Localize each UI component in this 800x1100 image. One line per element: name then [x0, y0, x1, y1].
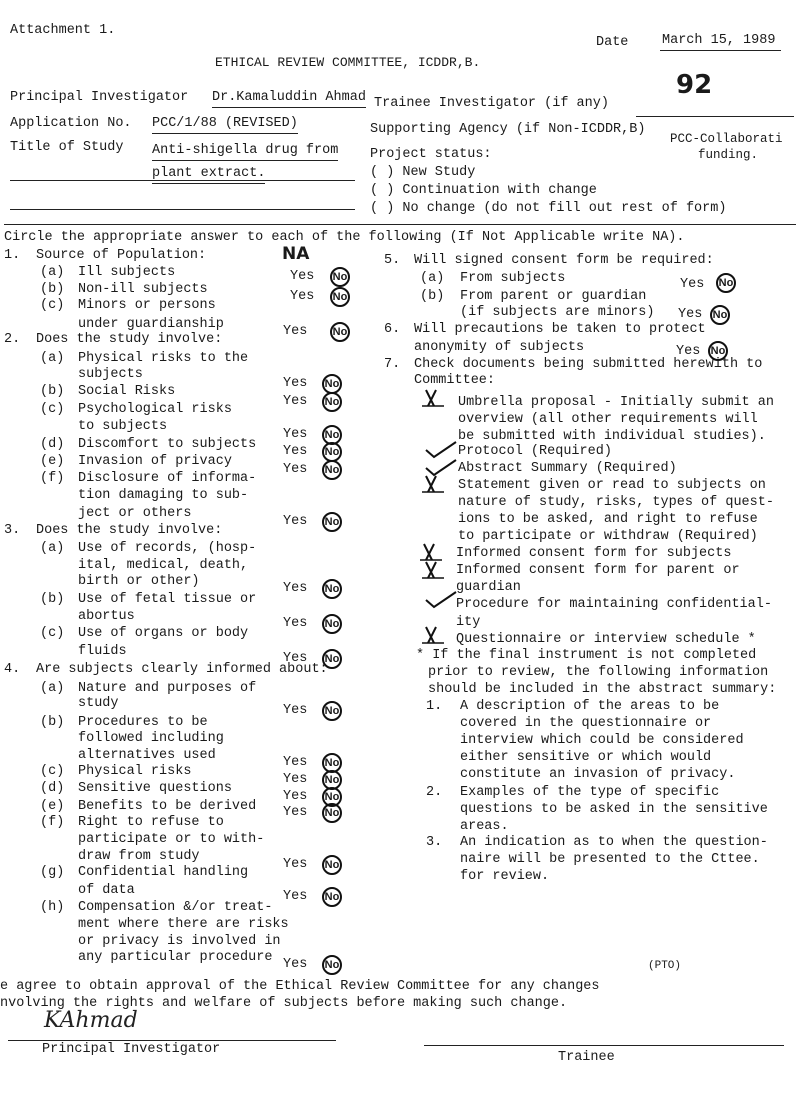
- question-text: followed including: [78, 731, 224, 746]
- no-circled-option[interactable]: No: [330, 267, 350, 287]
- question-number: 5.: [384, 253, 401, 268]
- question-text: study: [78, 696, 119, 711]
- yes-option[interactable]: Yes: [283, 427, 308, 442]
- question-text: Confidential handling: [78, 865, 249, 880]
- no-circled-option[interactable]: No: [322, 392, 342, 412]
- document-item: Questionnaire or interview schedule *: [456, 632, 756, 647]
- question-number: 6.: [384, 322, 401, 337]
- question-text: Right to refuse to: [78, 815, 224, 830]
- document-item: should be included in the abstract summary:: [428, 682, 777, 697]
- committee-title: ETHICAL REVIEW COMMITTEE, ICDDR,B.: [215, 55, 481, 70]
- question-text: Will precautions be taken to protect: [414, 322, 706, 337]
- question-text: Committee:: [414, 373, 496, 388]
- document-item: be submitted with individual studies).: [458, 429, 766, 444]
- pi-signature-label: Principal Investigator: [42, 1042, 221, 1057]
- question-number: (d): [40, 437, 65, 452]
- note-item: questions to be asked in the sensitive: [460, 802, 768, 817]
- document-item: nature of study, risks, types of quest-: [458, 495, 774, 510]
- no-circled-option[interactable]: No: [322, 753, 342, 773]
- question-text: participate or to with-: [78, 832, 265, 847]
- question-number: (e): [40, 799, 65, 814]
- question-text: Will signed consent form be required:: [414, 253, 714, 268]
- note-item: 2.: [426, 785, 443, 800]
- question-text: tion damaging to sub-: [78, 488, 249, 503]
- note-item: interview which could be considered: [460, 733, 744, 748]
- no-circled-option[interactable]: No: [330, 287, 350, 307]
- agency-value-1: PCC-Collaborati: [670, 132, 783, 146]
- trainee-label: Trainee Investigator (if any): [374, 96, 609, 111]
- question-text: From subjects: [460, 271, 566, 286]
- yes-option[interactable]: Yes: [290, 269, 315, 284]
- document-item: * If the final instrument is not completed: [416, 648, 757, 663]
- no-circled-option[interactable]: No: [716, 273, 736, 293]
- yes-option[interactable]: Yes: [283, 772, 308, 787]
- question-text: Social Risks: [78, 384, 176, 399]
- question-number: (g): [40, 865, 65, 880]
- note-item: 3.: [426, 835, 443, 850]
- document-item: to participate or withdraw (Required): [458, 529, 758, 544]
- question-text: alternatives used: [78, 748, 216, 763]
- yes-option[interactable]: Yes: [283, 324, 308, 339]
- note-item: naire will be presented to the Cttee.: [460, 852, 760, 867]
- title-value-2: plant extract.: [152, 167, 265, 184]
- no-circled-option[interactable]: No: [322, 512, 342, 532]
- no-circled-option[interactable]: No: [322, 460, 342, 480]
- document-item: Informed consent form for subjects: [456, 546, 732, 561]
- question-text: Psychological risks: [78, 402, 232, 417]
- application-label: Application No.: [10, 116, 132, 131]
- question-text: Physical risks to the: [78, 351, 249, 366]
- status-new: ( ) New Study: [370, 165, 476, 180]
- document-item: Umbrella proposal - Initially submit an: [458, 395, 774, 410]
- note-item: A description of the areas to be: [460, 699, 720, 714]
- status-continuation: ( ) Continuation with change: [370, 183, 597, 198]
- question-number: (c): [40, 402, 65, 417]
- pi-value: Dr.Kamaluddin Ahmad: [212, 91, 366, 108]
- question-text: birth or other): [78, 574, 200, 589]
- question-text: Ill subjects: [78, 265, 176, 280]
- document-item: Abstract Summary (Required): [458, 461, 677, 476]
- note-item: 1.: [426, 699, 443, 714]
- attachment-label: Attachment 1.: [10, 23, 116, 38]
- question-text: Disclosure of informa-: [78, 471, 257, 486]
- document-item: Protocol (Required): [458, 444, 612, 459]
- question-text: ital, medical, death,: [78, 558, 249, 573]
- yes-option[interactable]: Yes: [283, 514, 308, 529]
- pi-label: Principal Investigator: [10, 90, 189, 105]
- date-value: March 15, 1989: [660, 34, 781, 51]
- question-text: draw from study: [78, 849, 200, 864]
- note-item: covered in the questionnaire or: [460, 716, 712, 731]
- question-number: (b): [420, 289, 445, 304]
- note-item: An indication as to when the question-: [460, 835, 768, 850]
- question-number: (e): [40, 454, 65, 469]
- no-circled-option[interactable]: No: [322, 787, 342, 807]
- status-no-change: ( ) No change (do not fill out rest of form): [370, 201, 727, 216]
- question-text: Discomfort to subjects: [78, 437, 257, 452]
- no-circled-option[interactable]: No: [330, 322, 350, 342]
- title-label: Title of Study: [10, 140, 124, 155]
- question-text: anonymity of subjects: [414, 340, 585, 355]
- question-text: Invasion of privacy: [78, 454, 232, 469]
- no-circled-option[interactable]: No: [322, 374, 342, 394]
- trainee-signature-label: Trainee: [558, 1050, 615, 1065]
- question-number: (a): [40, 541, 65, 556]
- yes-option[interactable]: Yes: [283, 444, 308, 459]
- question-text: Benefits to be derived: [78, 799, 257, 814]
- question-text: Sensitive questions: [78, 781, 232, 796]
- question-text: Minors or persons: [78, 298, 216, 313]
- yes-option[interactable]: Yes: [283, 581, 308, 596]
- yes-option[interactable]: Yes: [283, 957, 308, 972]
- question-text: ject or others: [78, 506, 192, 521]
- no-circled-option[interactable]: No: [322, 614, 342, 634]
- question-text: subjects: [78, 367, 143, 382]
- question-number: (f): [40, 471, 65, 486]
- no-circled-option[interactable]: No: [322, 955, 342, 975]
- yes-option[interactable]: Yes: [283, 789, 308, 804]
- no-circled-option[interactable]: No: [322, 579, 342, 599]
- yes-option[interactable]: Yes: [283, 703, 308, 718]
- question-number: (a): [40, 351, 65, 366]
- note-item: for review.: [460, 869, 550, 884]
- yes-option[interactable]: Yes: [283, 889, 308, 904]
- yes-option[interactable]: Yes: [283, 616, 308, 631]
- question-number: (h): [40, 900, 65, 915]
- agreement-line-1: e agree to obtain approval of the Ethical Review Committee for any changes: [0, 979, 600, 994]
- question-text: Compensation &/or treat-: [78, 900, 273, 915]
- cross-mark-icon[interactable]: [420, 560, 446, 585]
- no-circled-option[interactable]: No: [322, 701, 342, 721]
- no-circled-option[interactable]: No: [322, 803, 342, 823]
- question-text: under guardianship: [78, 317, 224, 332]
- instructions: Circle the appropriate answer to each of the following (If Not Applicable write NA).: [4, 230, 685, 245]
- question-text: Source of Population:: [36, 248, 207, 263]
- cross-mark-icon[interactable]: [420, 474, 446, 499]
- pto-label: (PTO): [648, 960, 682, 972]
- handwritten-number: 92: [676, 70, 713, 100]
- question-number: (a): [40, 265, 65, 280]
- question-number: (a): [420, 271, 445, 286]
- question-text: Does the study involve:: [36, 523, 223, 538]
- question-number: (b): [40, 592, 65, 607]
- note-item: Examples of the type of specific: [460, 785, 720, 800]
- question-number: (c): [40, 298, 65, 313]
- status-label: Project status:: [370, 147, 492, 162]
- note-item: constitute an invasion of privacy.: [460, 767, 736, 782]
- question-number: (c): [40, 764, 65, 779]
- question-number: (b): [40, 384, 65, 399]
- question-number: (b): [40, 715, 65, 730]
- document-item: prior to review, the following information: [428, 665, 769, 680]
- document-item: guardian: [456, 580, 521, 595]
- question-text: or privacy is involved in: [78, 934, 281, 949]
- question-text: fluids: [78, 644, 127, 659]
- document-item: overview (all other requirements will: [458, 412, 758, 427]
- no-circled-option[interactable]: No: [322, 855, 342, 875]
- yes-option[interactable]: Yes: [283, 394, 308, 409]
- question-text: Use of fetal tissue or: [78, 592, 257, 607]
- question-text: abortus: [78, 609, 135, 624]
- question-text: Are subjects clearly informed about:: [36, 662, 328, 677]
- agreement-line-2: nvolving the rights and welfare of subjects before making such change.: [0, 996, 568, 1011]
- yes-option[interactable]: Yes: [678, 307, 703, 322]
- question-text: of data: [78, 883, 135, 898]
- yes-option[interactable]: Yes: [283, 857, 308, 872]
- yes-option[interactable]: Yes: [290, 289, 315, 304]
- question-text: Non-ill subjects: [78, 282, 208, 297]
- no-circled-option[interactable]: No: [322, 770, 342, 790]
- agency-value-2: funding.: [698, 148, 759, 162]
- yes-option[interactable]: Yes: [283, 651, 308, 666]
- question-text: any particular procedure: [78, 950, 273, 965]
- question-text: Physical risks: [78, 764, 192, 779]
- question-number: (b): [40, 282, 65, 297]
- question-number: 7.: [384, 357, 401, 372]
- yes-option[interactable]: Yes: [283, 755, 308, 770]
- no-circled-option[interactable]: No: [322, 887, 342, 907]
- no-circled-option[interactable]: No: [322, 425, 342, 445]
- document-item: ions to be asked, and right to refuse: [458, 512, 758, 527]
- yes-option[interactable]: Yes: [680, 277, 705, 292]
- question-number: 3.: [4, 523, 21, 538]
- question-number: (d): [40, 781, 65, 796]
- question-number: (f): [40, 815, 65, 830]
- no-circled-option[interactable]: No: [710, 305, 730, 325]
- cross-mark-icon[interactable]: [420, 625, 446, 650]
- title-value-1: Anti-shigella drug from: [152, 144, 338, 161]
- application-value: PCC/1/88 (REVISED): [152, 117, 298, 134]
- document-item: Informed consent form for parent or: [456, 563, 740, 578]
- document-item: Procedure for maintaining confidential-: [456, 597, 772, 612]
- question-number: (c): [40, 626, 65, 641]
- yes-option[interactable]: Yes: [283, 376, 308, 391]
- document-item: Statement given or read to subjects on: [458, 478, 766, 493]
- note-item: either sensitive or which would: [460, 750, 712, 765]
- cross-mark-icon[interactable]: [420, 388, 446, 413]
- question-text: to subjects: [78, 419, 168, 434]
- agency-label: Supporting Agency (if Non-ICDDR,B): [370, 122, 646, 137]
- question-text: Does the study involve:: [36, 332, 223, 347]
- question-text: ment where there are risks: [78, 917, 289, 932]
- yes-option[interactable]: Yes: [676, 344, 701, 359]
- check-mark-icon[interactable]: [424, 590, 458, 615]
- question-number: 4.: [4, 662, 21, 677]
- question-text: From parent or guardian: [460, 289, 647, 304]
- no-circled-option[interactable]: No: [708, 341, 728, 361]
- question-text: Procedures to be: [78, 715, 208, 730]
- na-mark: NA: [282, 244, 310, 264]
- document-item: ity: [456, 615, 481, 630]
- no-circled-option[interactable]: No: [322, 649, 342, 669]
- note-item: areas.: [460, 819, 509, 834]
- question-number: 1.: [4, 248, 21, 263]
- yes-option[interactable]: Yes: [283, 462, 308, 477]
- question-text: Nature and purposes of: [78, 681, 257, 696]
- question-number: 2.: [4, 332, 21, 347]
- question-text: Use of records, (hosp-: [78, 541, 257, 556]
- yes-option[interactable]: Yes: [283, 805, 308, 820]
- no-circled-option[interactable]: No: [322, 442, 342, 462]
- pi-signature: KAhmad: [44, 1008, 138, 1033]
- date-label: Date: [596, 35, 629, 50]
- question-text: (if subjects are minors): [460, 305, 655, 320]
- question-text: Use of organs or body: [78, 626, 249, 641]
- question-text: Check documents being submitted herewith to: [414, 357, 763, 372]
- question-number: (a): [40, 681, 65, 696]
